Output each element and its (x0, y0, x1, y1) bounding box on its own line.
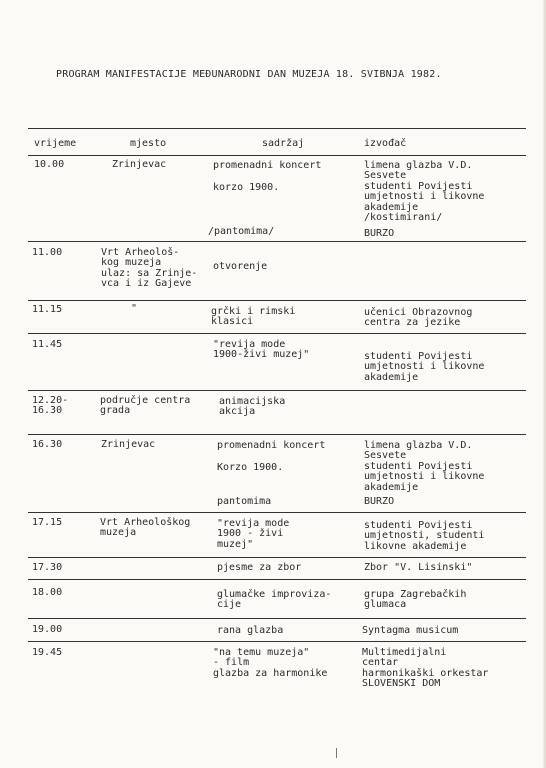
row-performer: limena glazba V.D. Sesvete studenti Povijesti umjetnosti i likovne akademije (364, 440, 485, 493)
row-content: korzo 1900. (213, 182, 280, 193)
row-divider (28, 434, 526, 435)
document-title: PROGRAM MANIFESTACIJE MEĐUNARODNI DAN MUZEJA 18. SVIBNJA 1982. (56, 69, 442, 80)
row-content: "na temu muzeja" - film glazba za harmonike (213, 647, 328, 679)
header-top-rule (28, 128, 526, 129)
row-content: "revija mode 1900-živi muzej" (213, 339, 310, 361)
row-divider (28, 579, 526, 580)
row-divider (28, 512, 526, 513)
row-performer: Multimedijalni centar harmonikaški orkestar SLOVENSKI DOM (362, 647, 489, 690)
row-content: pjesme za zbor (217, 562, 302, 573)
row-time: 11.00 (32, 247, 63, 258)
row-content: animacijska akcija (219, 396, 286, 418)
row-content: pantomima (217, 496, 272, 507)
row-place: Zrinjevac (101, 439, 156, 450)
row-content: grčki i rimski klasici (211, 306, 296, 328)
row-time: 17.30 (32, 562, 63, 573)
row-time: 19.00 (32, 624, 63, 635)
row-content: Korzo 1900. (217, 462, 284, 473)
row-time: 11.45 (32, 339, 63, 350)
pen-mark (336, 748, 337, 758)
row-divider (28, 641, 526, 642)
row-time: 17.15 (32, 517, 63, 528)
row-time: 18.00 (32, 587, 63, 598)
row-content: /pantomima/ (208, 226, 275, 237)
row-divider (28, 390, 526, 391)
header-izvodac: izvođač (364, 138, 407, 149)
row-performer: Zbor "V. Lisinski" (364, 562, 473, 573)
row-time: 16.30 (32, 439, 63, 450)
row-time: 11.15 (32, 304, 63, 315)
row-time: 12.20- 16.30 (32, 395, 69, 417)
row-divider (28, 333, 526, 334)
row-divider (28, 241, 526, 242)
row-place: Zrinjevac (112, 159, 167, 170)
row-place: Vrt Arheološ- kog muzeja ulaz: sa Zrinje- vca i iz Gajeve (101, 247, 198, 290)
header-sadrzaj: sadržaj (262, 138, 305, 149)
row-performer: BURZO (364, 496, 395, 507)
row-performer: studenti Povijesti umjetnosti i likovne akademije (364, 351, 485, 383)
row-performer: grupa Zagrebačkih glumaca (364, 589, 467, 611)
row-divider (28, 557, 526, 558)
header-mjesto: mjesto (130, 138, 167, 149)
row-performer: učenici Obrazovnog centra za jezike (364, 307, 473, 329)
row-content: rana glazba (217, 625, 284, 636)
row-place: " (131, 303, 138, 314)
row-divider (28, 300, 526, 301)
page-edge-shadow (542, 0, 546, 768)
row-content: otvorenje (213, 261, 268, 272)
row-divider (28, 618, 526, 619)
row-content: promenadni koncert (217, 440, 326, 451)
row-performer: limena glazba V.D. Sesvete studenti Povijesti umjetnosti i likovne akademije /kostimirani/ (364, 160, 485, 224)
header-bottom-rule (28, 155, 526, 156)
row-content: glumačke improviza- cije (217, 589, 332, 611)
row-time: 19.45 (32, 647, 63, 658)
row-place: područje centra grada (100, 395, 191, 417)
row-performer: studenti Povijesti umjetnosti, studenti likovne akademije (364, 520, 485, 552)
row-time: 10.00 (34, 159, 65, 170)
row-performer: Syntagma musicum (362, 625, 459, 636)
row-place: Vrt Arheološkog muzeja (100, 517, 191, 539)
row-performer: BURZO (364, 228, 395, 239)
header-vrijeme: vrijeme (34, 138, 77, 149)
row-content: promenadni koncert (213, 160, 322, 171)
row-content: "revija mode 1900 - živi muzej" (217, 518, 290, 550)
